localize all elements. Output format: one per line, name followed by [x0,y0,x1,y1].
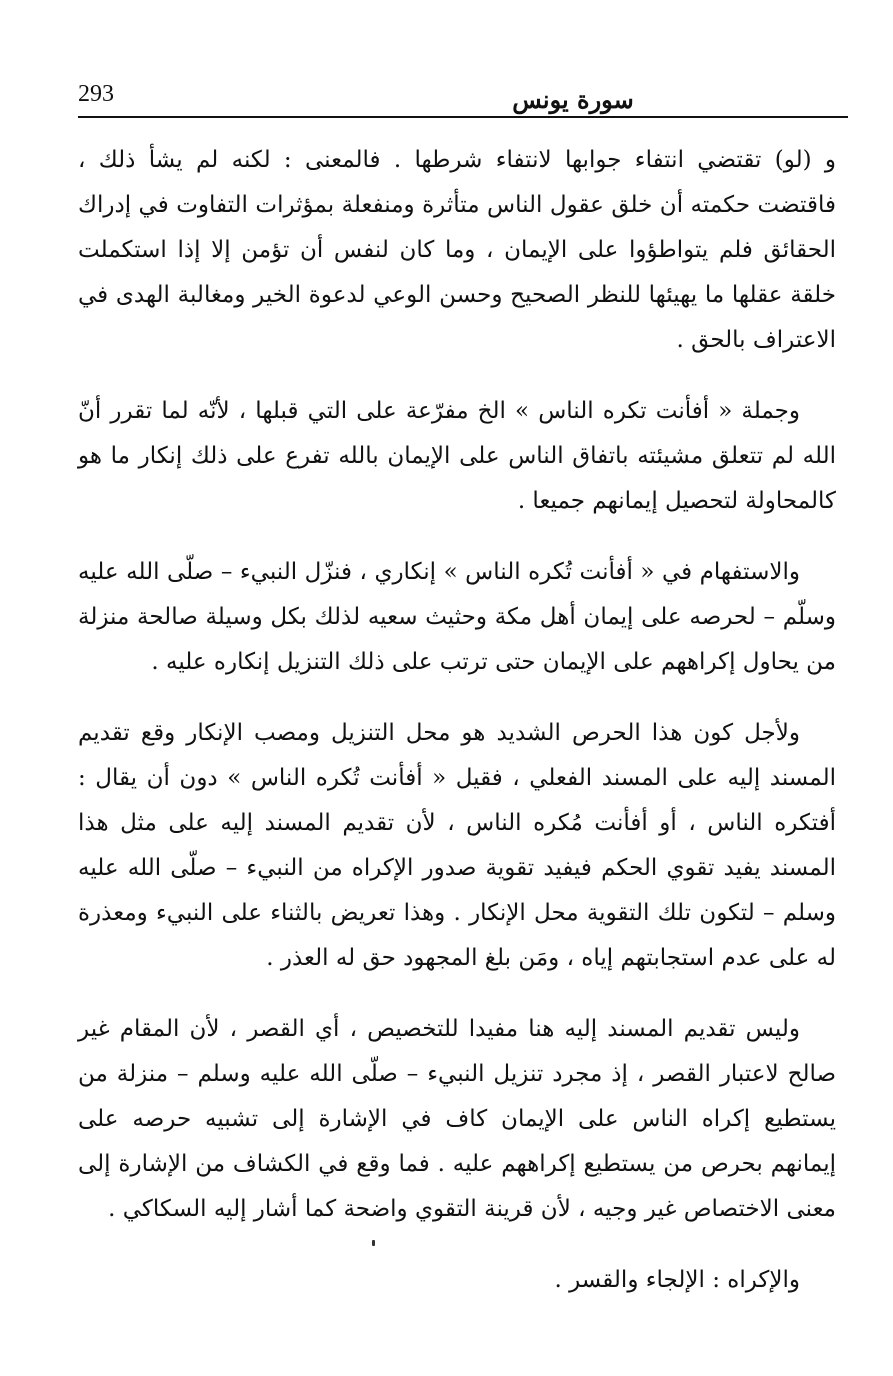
paragraph-1: و (لو) تقتضي انتفاء جوابها لانتفاء شرطها . فالمعنى : لكنه لم يشأ ذلك ، فاقتضت حكمته أن خلق عقول الناس متأثرة ومنفعلة بمؤثرات التفاوت في إدراك الحقائق فلم يتواطؤوا على الإيمان ، وما كان لنفس أن تؤمن إلا إذا استكملت خلقة عقلها ما يهيئها للنظر الصحيح وحسن الوعي لدعوة الخير ومغالبة الهدى في الاعتراف بالحق . [78,147,836,353]
page-number: 293 [78,81,114,107]
header-rule [78,116,848,118]
running-title: سورة يونس [512,85,634,114]
paragraph-3: والاستفهام في « أفأنت تُكره الناس » إنكاري ، فنزّل النبيء – صلّى الله عليه وسلّم – لحرصه على إيمان أهل مكة وحثيث سعيه لذلك بكل وسيلة صالحة منزلة من يحاول إكراههم على الإيمان حتى ترتب على ذلك التنزيل إنكاره عليه . [78,559,836,675]
page-header [78,80,848,120]
paragraph-2: وجملة « أفأنت تكره الناس » الخ مفرّعة على التي قبلها ، لأنّه لما تقرر أنّ الله لم تتعلق مشيئته باتفاق الناس على الإيمان بالله تفرع على ذلك إنكار ما هو كالمحاولة لتحصيل إيمانهم جميعا . [78,398,836,514]
paragraph-4: ولأجل كون هذا الحرص الشديد هو محل التنزيل ومصب الإنكار وقع تقديم المسند إليه على المسند الفعلي ، فقيل « أفأنت تُكره الناس » دون أن يقال : أفتكره الناس ، أو أفأنت مُكره الناس ، لأن تقديم المسند إليه على مثل هذا المسند يفيد تقوي الحكم فيفيد تقوية صدور الإكراه من النبيء – صلّى الله عليه وسلم – لتكون تلك التقوية محل الإنكار . وهذا تعريض بالثناء على النبيء ومعذرة له على عدم استجابتهم إياه ، ومَن بلغ المجهود حق له العذر . [78,720,836,971]
paragraph-5: وليس تقديم المسند إليه هنا مفيدا للتخصيص ، أي القصر ، لأن المقام غير صالح لاعتبار القصر ، إذ مجرد تنزيل النبيء – صلّى الله عليه وسلم – منزلة من يستطيع إكراه الناس على الإيمان كاف في الإشارة إلى تشبيه حرصه على إيمانهم بحرص من يستطيع إكراههم عليه . فما وقع في الكشاف من الإشارة إلى معنى الاختصاص غير وجيه ، لأن قرينة التقوي واضحة كما أشار إليه السكاكي . [78,1016,836,1222]
paragraph-6: والإكراه : الإلجاء والقسر . [554,1267,800,1293]
body-text [78,138,836,1329]
ink-speck [372,1240,375,1246]
